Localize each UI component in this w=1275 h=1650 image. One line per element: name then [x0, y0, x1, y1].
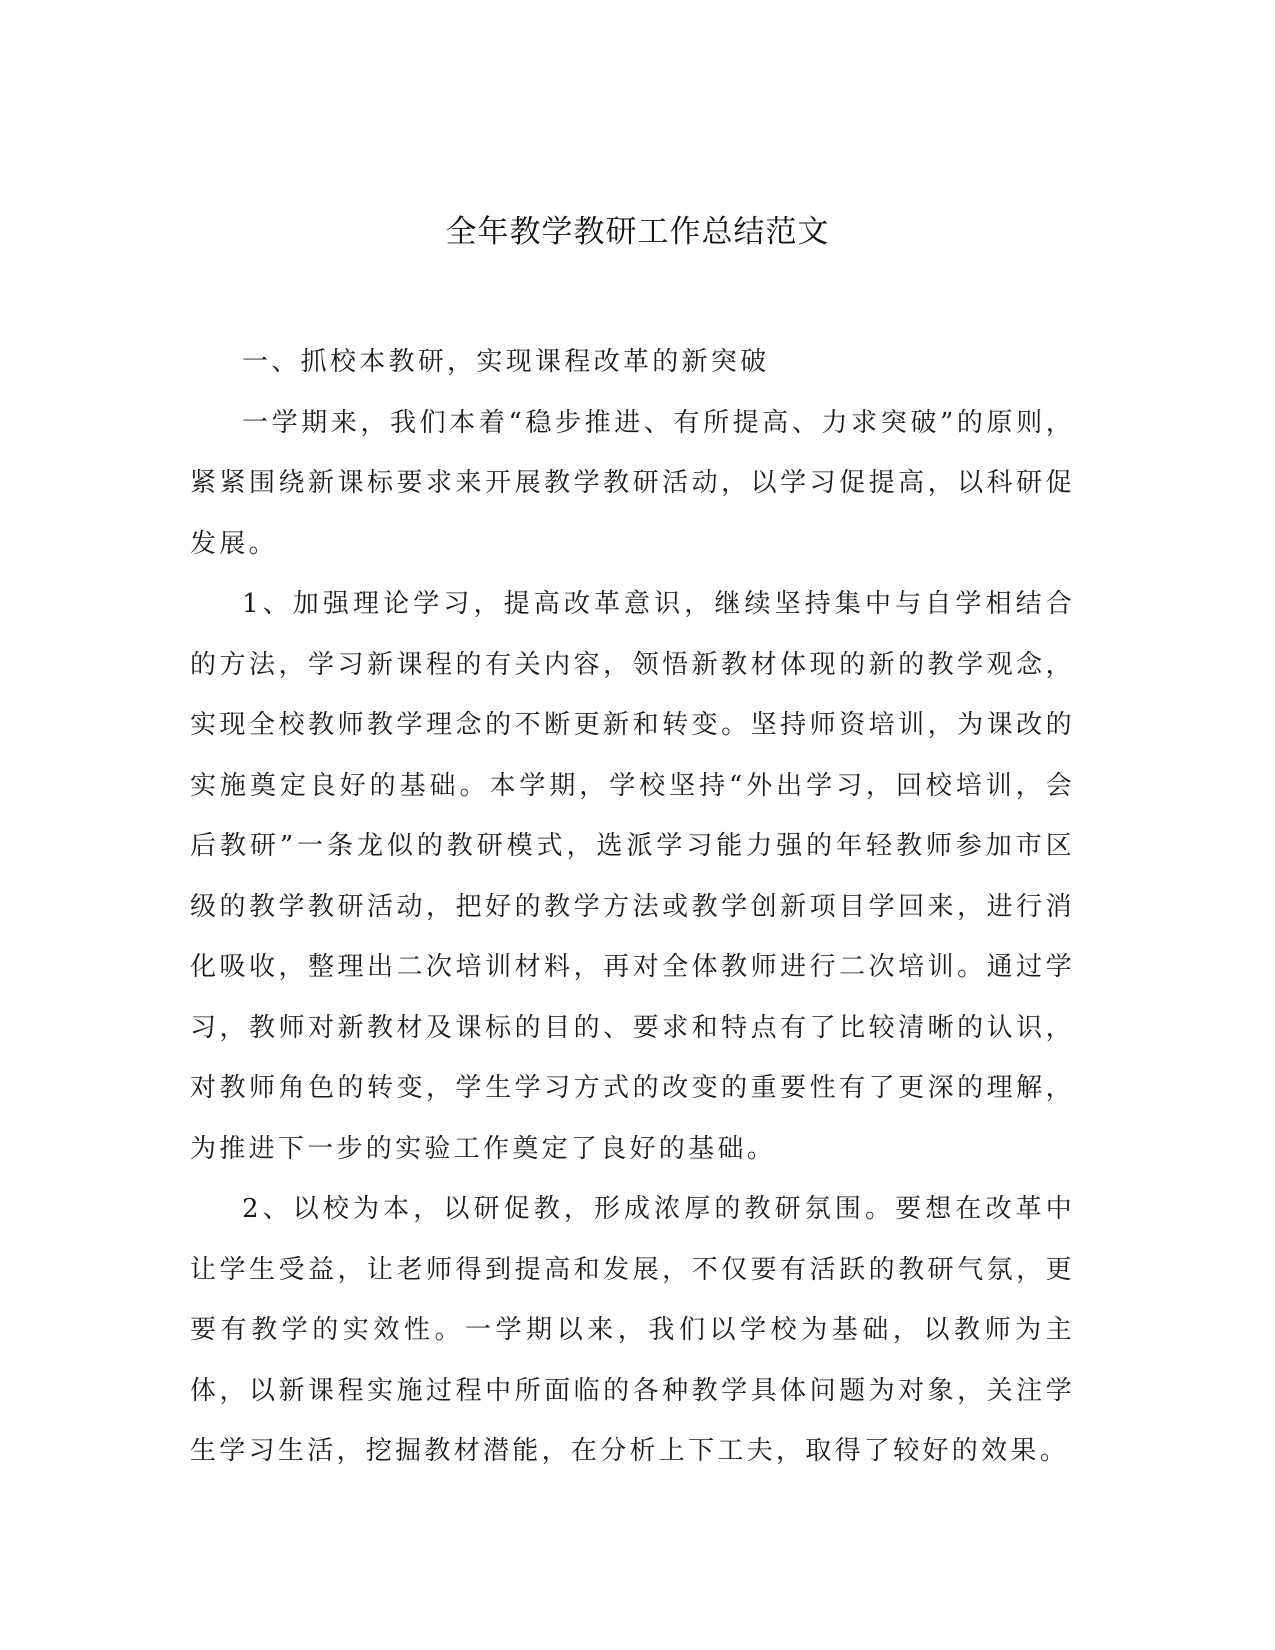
document-body: [190, 332, 1075, 1482]
paragraph-intro: 一学期来，我们本着“稳步推进、有所提高、力求突破”的原则，紧紧围绕新课标要求来开展教学教研活动，以学习促提高，以科研促发展。: [190, 407, 1075, 559]
paragraph-item-2: 2、以校为本，以研促教，形成浓厚的教研氛围。要想在改革中让学生受益，让老师得到提高和发展，不仅要有活跃的教研气氛，更要有教学的实效性。一学期以来，我们以学校为基础，以教师为主体，以新课程实施过程中所面临的各种教学具体问题为对象，关注学生学习生活，挖掘教材潜能，在分析上下工夫，取得了较好的效果。: [190, 1194, 1075, 1466]
section-heading: 一、抓校本教研，实现课程改革的新突破: [242, 347, 770, 377]
document-title: 全年教学教研工作总结范文: [445, 214, 830, 250]
paragraph-item-1: 1、加强理论学习，提高改革意识，继续坚持集中与自学相结合的方法，学习新课程的有关内容，领悟新教材体现的新的教学观念，实现全校教师教学理念的不断更新和转变。坚持师资培训，为课改的实施奠定良好的基础。本学期，学校坚持“外出学习，回校培训，会后教研”一条龙似的教研模式，选派学习能力强的年轻教师参加市区级的教学教研活动，把好的教学方法或教学创新项目学回来，进行消化吸收，整理出二次培训材料，再对全体教师进行二次培训。通过学习，教师对新教材及课标的目的、要求和特点有了比较清晰的认识，对教师角色的转变，学生学习方式的改变的重要性有了更深的理解，为推进下一步的实验工作奠定了良好的基础。: [190, 589, 1075, 1164]
